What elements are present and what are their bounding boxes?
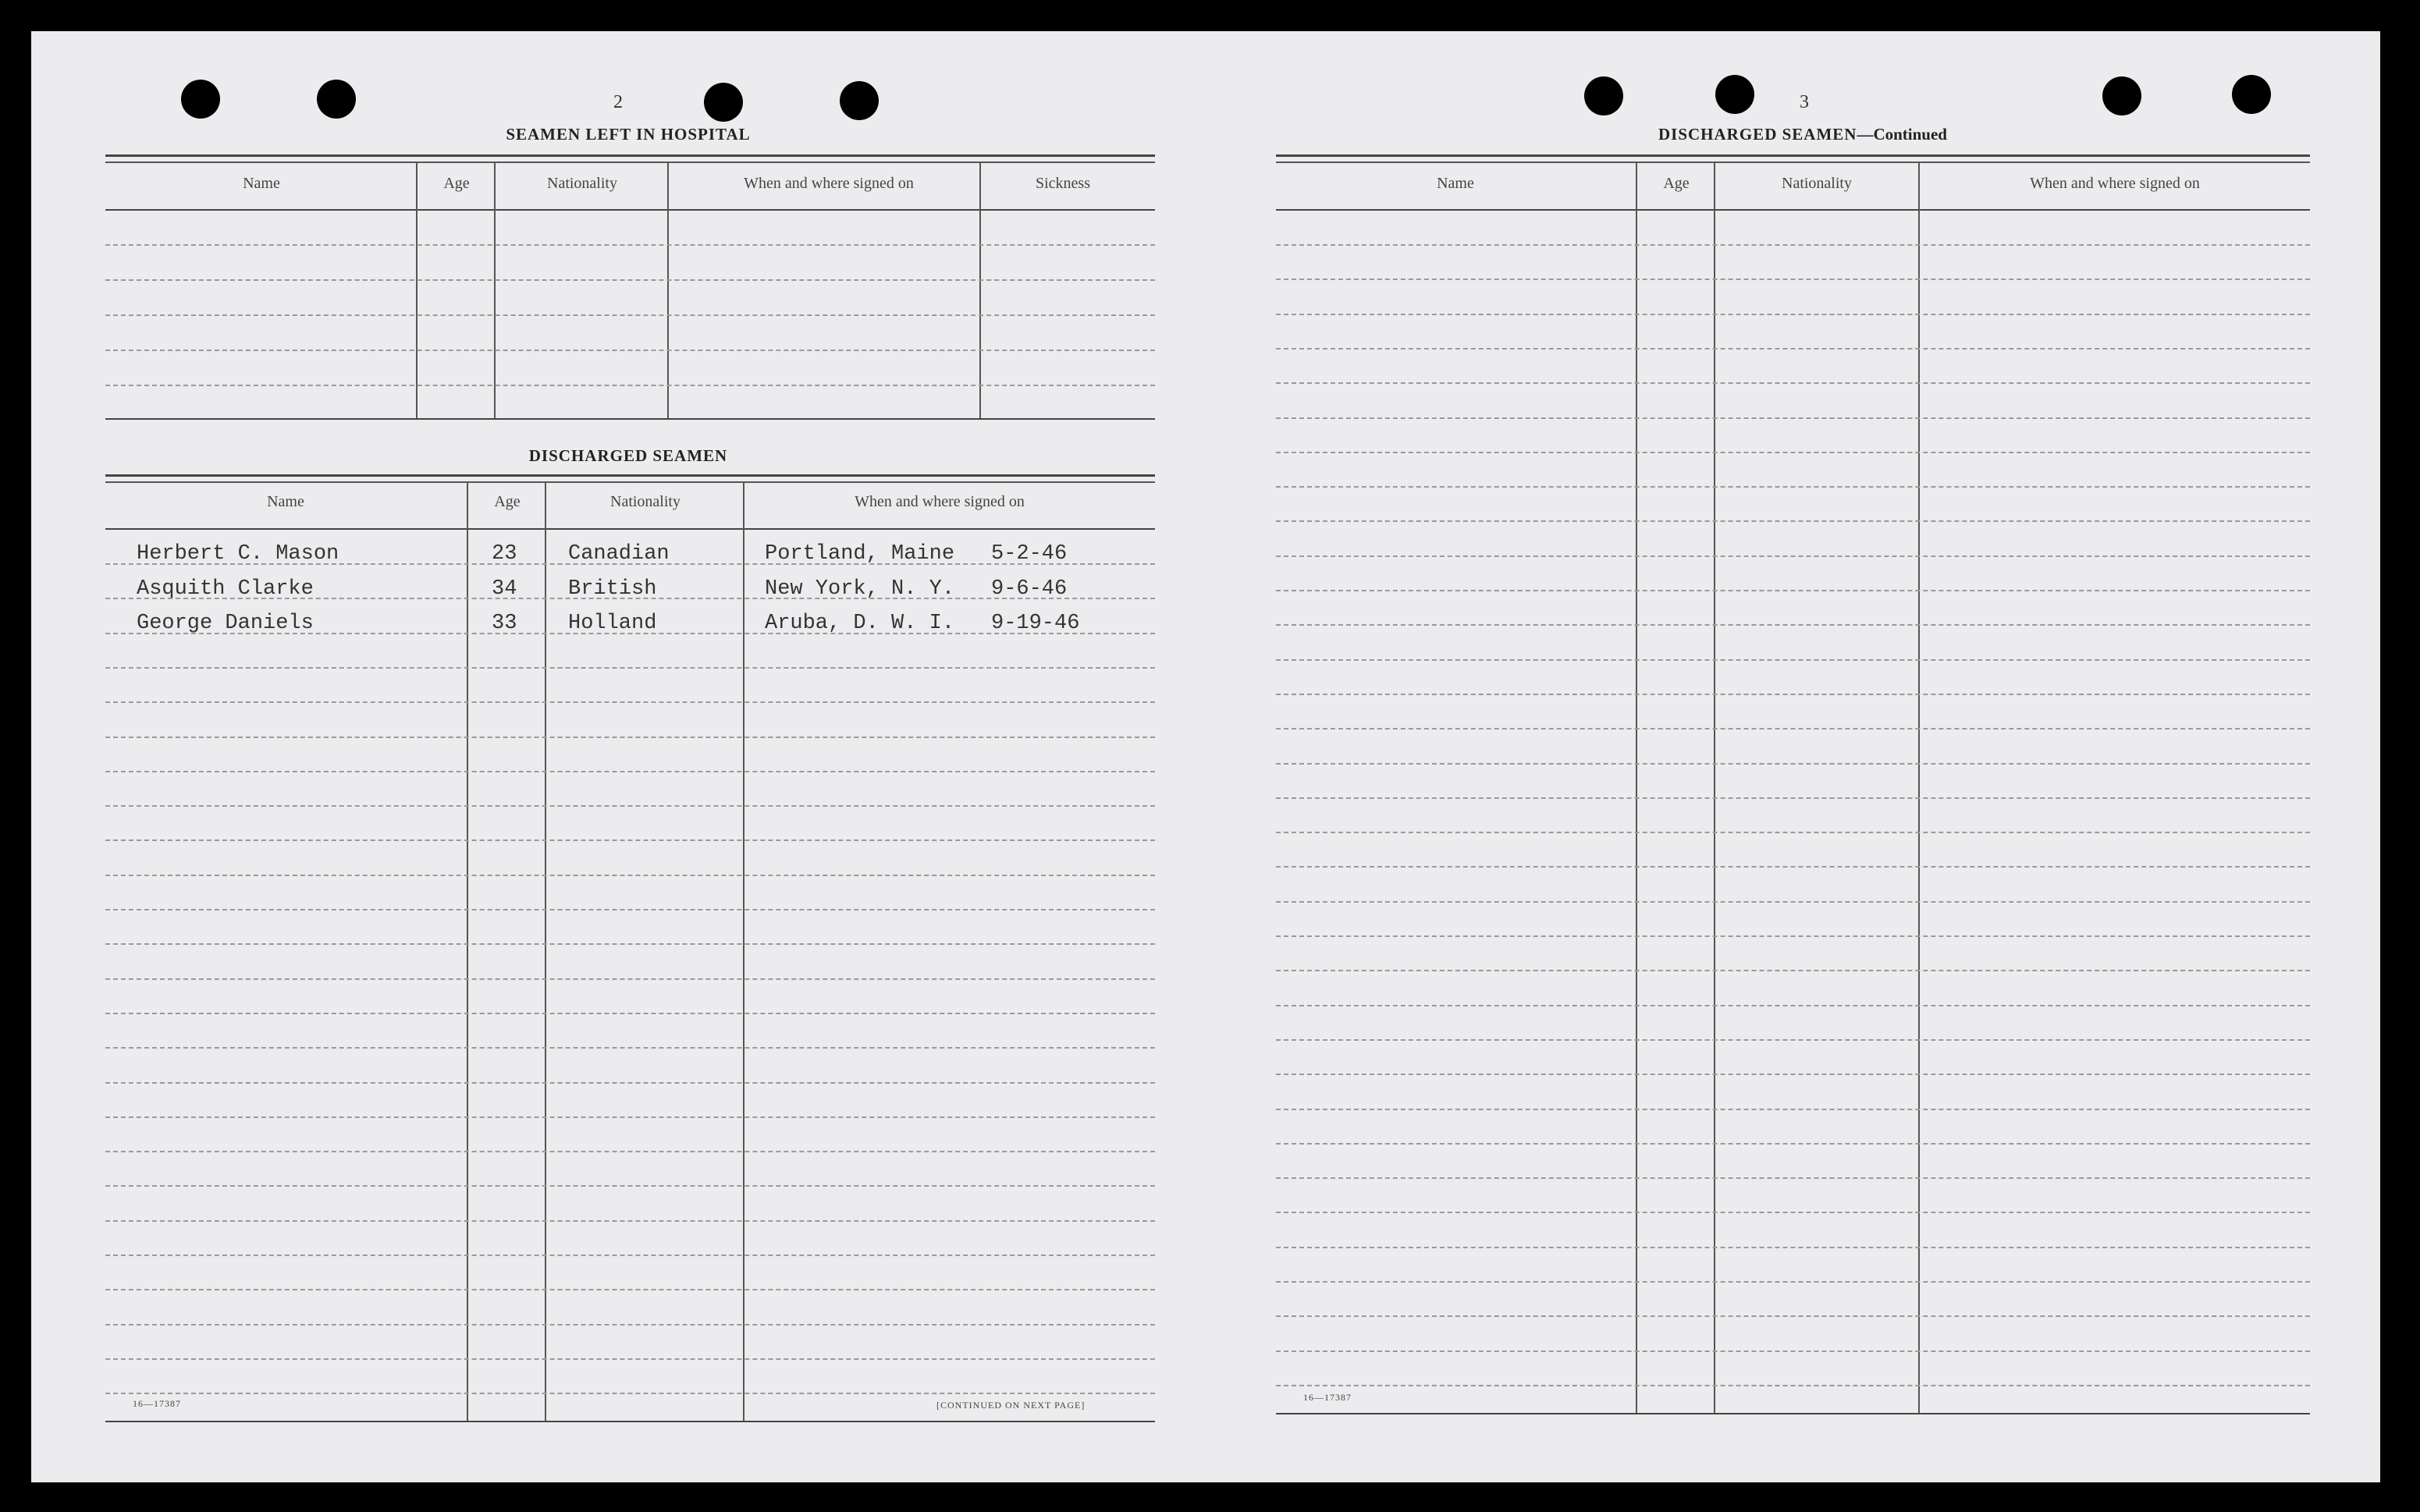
seaman-age: 23 bbox=[492, 542, 517, 566]
row-line bbox=[105, 1289, 1155, 1290]
row-line bbox=[1276, 797, 2310, 799]
row-line bbox=[1276, 520, 2310, 522]
row-line bbox=[1276, 1109, 2310, 1110]
row-line bbox=[105, 1393, 1155, 1394]
row-line bbox=[1276, 935, 2310, 937]
discharged-col-age: Age bbox=[494, 493, 521, 510]
row-line bbox=[105, 1255, 1155, 1256]
punch-hole bbox=[2232, 75, 2271, 114]
row-line bbox=[1276, 1247, 2310, 1248]
seaman-signed-place: Portland, Maine bbox=[765, 542, 955, 566]
row-line bbox=[105, 667, 1155, 669]
right-col-nationality: Nationality bbox=[1782, 175, 1852, 192]
hospital-top-rule bbox=[105, 154, 1155, 163]
seaman-name: Herbert C. Mason bbox=[137, 542, 339, 566]
row-line bbox=[105, 563, 1155, 565]
seaman-signed-place: New York, N. Y. bbox=[765, 577, 955, 601]
page-number-right: 3 bbox=[1800, 92, 1809, 112]
hospital-col-sickness: Sickness bbox=[1036, 175, 1090, 192]
form-number-left: 16—17387 bbox=[133, 1398, 181, 1409]
right-header-rule bbox=[1276, 209, 2310, 211]
right-col-divider bbox=[1918, 162, 1920, 1414]
discharged-col-when-where: When and where signed on bbox=[855, 493, 1025, 510]
row-line bbox=[105, 1220, 1155, 1222]
row-line bbox=[1276, 1281, 2310, 1283]
row-line bbox=[1276, 1039, 2310, 1041]
row-line bbox=[1276, 694, 2310, 695]
hospital-header-rule bbox=[105, 209, 1155, 211]
row-line bbox=[1276, 348, 2310, 350]
row-line bbox=[1276, 1315, 2310, 1317]
row-line bbox=[1276, 970, 2310, 971]
row-line bbox=[1276, 314, 2310, 315]
row-line bbox=[105, 1116, 1155, 1118]
hospital-row-line bbox=[105, 279, 1155, 281]
row-line bbox=[105, 909, 1155, 910]
seaman-signed-date: 5-2-46 bbox=[991, 542, 1068, 566]
hospital-col-divider bbox=[667, 162, 669, 420]
row-line bbox=[105, 978, 1155, 980]
row-line bbox=[1276, 1143, 2310, 1145]
hospital-bottom-rule bbox=[105, 418, 1155, 420]
row-line bbox=[105, 839, 1155, 841]
seaman-signed-place: Aruba, D. W. I. bbox=[765, 612, 955, 635]
page-number-left: 2 bbox=[613, 92, 623, 112]
row-line bbox=[1276, 728, 2310, 729]
row-line bbox=[105, 1358, 1155, 1360]
right-col-divider bbox=[1714, 162, 1715, 1414]
row-line bbox=[1276, 1005, 2310, 1006]
hospital-col-divider bbox=[494, 162, 496, 420]
discharged-col-name: Name bbox=[267, 493, 304, 510]
row-line bbox=[1276, 866, 2310, 868]
row-line bbox=[1276, 1177, 2310, 1179]
row-line bbox=[105, 875, 1155, 876]
row-line bbox=[1276, 486, 2310, 488]
punch-hole bbox=[317, 80, 356, 119]
seaman-name: George Daniels bbox=[137, 612, 314, 635]
row-line bbox=[1276, 590, 2310, 591]
seaman-age: 33 bbox=[492, 612, 517, 635]
row-line bbox=[1276, 555, 2310, 557]
row-line bbox=[105, 1185, 1155, 1187]
discharged-top-rule bbox=[105, 474, 1155, 483]
discharged-header-rule bbox=[105, 528, 1155, 530]
hospital-section-title: SEAMEN LEFT IN HOSPITAL bbox=[506, 125, 751, 144]
row-line bbox=[1276, 1351, 2310, 1352]
form-number-right: 16—17387 bbox=[1303, 1392, 1352, 1403]
punch-hole bbox=[2102, 76, 2141, 115]
row-line bbox=[105, 943, 1155, 945]
hospital-row-line bbox=[105, 314, 1155, 316]
punch-hole bbox=[840, 81, 879, 120]
hospital-col-age: Age bbox=[443, 175, 470, 192]
seaman-signed-date: 9-6-46 bbox=[991, 577, 1068, 601]
right-col-age: Age bbox=[1663, 175, 1690, 192]
row-line bbox=[1276, 1212, 2310, 1213]
seaman-nationality: Canadian bbox=[568, 542, 670, 566]
discharged-col-divider bbox=[545, 482, 546, 1422]
discharged-bottom-rule bbox=[105, 1421, 1155, 1422]
hospital-col-divider bbox=[979, 162, 981, 420]
row-line bbox=[105, 771, 1155, 772]
hospital-col-divider bbox=[416, 162, 418, 420]
punch-hole bbox=[181, 80, 220, 119]
row-line bbox=[1276, 417, 2310, 419]
row-line bbox=[1276, 763, 2310, 765]
seaman-nationality: Holland bbox=[568, 612, 657, 635]
seaman-nationality: British bbox=[568, 577, 657, 601]
discharged-col-divider bbox=[743, 482, 744, 1422]
row-line bbox=[105, 1082, 1155, 1084]
seaman-signed-date: 9-19-46 bbox=[991, 612, 1080, 635]
right-section-title bbox=[1584, 125, 2021, 144]
row-line bbox=[1276, 1385, 2310, 1386]
hospital-row-line bbox=[105, 385, 1155, 386]
right-col-when-where: When and where signed on bbox=[2030, 175, 2200, 192]
row-line bbox=[1276, 244, 2310, 246]
hospital-col-nationality: Nationality bbox=[547, 175, 617, 192]
document-sheet bbox=[31, 31, 2380, 1482]
hospital-col-name: Name bbox=[243, 175, 280, 192]
right-section-title-main: DISCHARGED SEAMEN bbox=[1658, 125, 1857, 144]
row-line bbox=[105, 633, 1155, 634]
row-line bbox=[105, 805, 1155, 807]
continued-note: [CONTINUED ON NEXT PAGE] bbox=[936, 1400, 1086, 1411]
punch-hole bbox=[1584, 76, 1623, 115]
seaman-name: Asquith Clarke bbox=[137, 577, 314, 601]
discharged-col-divider bbox=[467, 482, 468, 1422]
row-line bbox=[1276, 382, 2310, 384]
row-line bbox=[1276, 832, 2310, 833]
right-col-divider bbox=[1636, 162, 1637, 1414]
discharged-col-nationality: Nationality bbox=[610, 493, 681, 510]
row-line bbox=[1276, 659, 2310, 661]
right-col-name: Name bbox=[1437, 175, 1474, 192]
hospital-row-line bbox=[105, 244, 1155, 246]
row-line bbox=[1276, 901, 2310, 903]
seaman-age: 34 bbox=[492, 577, 517, 601]
row-line bbox=[105, 1013, 1155, 1014]
right-top-rule bbox=[1276, 154, 2310, 163]
hospital-row-line bbox=[105, 350, 1155, 351]
right-bottom-rule bbox=[1276, 1413, 2310, 1414]
row-line bbox=[1276, 1074, 2310, 1075]
row-line bbox=[1276, 624, 2310, 626]
row-line bbox=[105, 701, 1155, 703]
right-section-title-suffix: —Continued bbox=[1857, 125, 1947, 144]
punch-hole bbox=[704, 83, 743, 122]
row-line bbox=[105, 736, 1155, 738]
row-line bbox=[1276, 452, 2310, 453]
row-line bbox=[105, 598, 1155, 599]
row-line bbox=[105, 1047, 1155, 1049]
row-line bbox=[1276, 279, 2310, 280]
discharged-section-title: DISCHARGED SEAMEN bbox=[528, 446, 728, 465]
punch-hole bbox=[1715, 75, 1754, 114]
row-line bbox=[105, 1324, 1155, 1326]
row-line bbox=[105, 1151, 1155, 1152]
hospital-col-when-where: When and where signed on bbox=[744, 175, 914, 192]
